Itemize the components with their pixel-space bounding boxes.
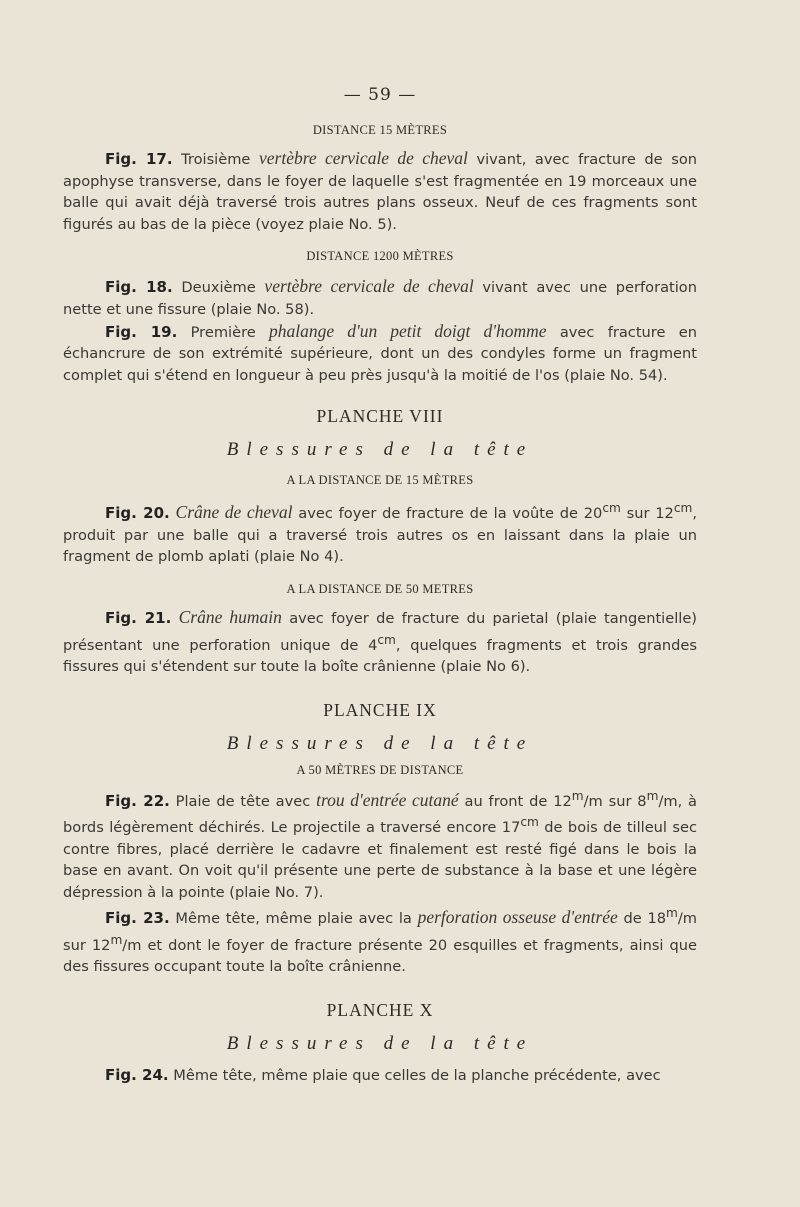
text: Même tête, même plaie avec la xyxy=(169,910,418,928)
fig24-paragraph xyxy=(63,1065,697,1087)
text: avec foyer de fracture de la voûte de 20 xyxy=(292,505,603,523)
unit-superscript: m xyxy=(646,788,659,803)
text: de 18 xyxy=(617,910,667,928)
text: vivant, avec fracture de son apophyse transverse, dans le foyer de laquelle s'est fragmentée en 19 morceaux une balle qui avait déjà traversé trois autres plans osseux. Neuf de ces fragments sont figurés au bas de la pièce (voyez plaie No. 5). xyxy=(63,151,697,233)
text: /m, à bords légèrement déchirés. Le projectile a traversé encore 17 xyxy=(63,792,697,836)
planche-subtitle: Blessures de la tête xyxy=(226,1032,534,1054)
fig21-paragraph xyxy=(63,607,697,678)
unit-superscript: m xyxy=(666,906,678,921)
page-number: — 59 — xyxy=(343,85,417,105)
text: Plaie de tête avec xyxy=(169,792,317,810)
planche-subtitle: Blessures de la tête xyxy=(226,732,534,754)
planche-title: PLANCHE IX xyxy=(323,699,437,720)
planche-subtitle: Blessures de la tête xyxy=(226,439,534,461)
fig23-paragraph xyxy=(63,903,697,978)
fig-label: Fig. 17. xyxy=(105,150,173,168)
italic-term: Crâne humain xyxy=(178,606,282,627)
text: /m sur 8 xyxy=(583,792,647,810)
text: sur 12 xyxy=(620,505,674,523)
distance-heading: DISTANCE 1200 MÈTRES xyxy=(306,249,454,264)
text: Deuxième xyxy=(172,279,265,297)
fig-label: Fig. 24. xyxy=(105,1065,169,1084)
fig18-paragraph xyxy=(63,276,697,320)
fig20-paragraph xyxy=(63,498,697,568)
italic-term: Crâne de cheval xyxy=(175,502,293,523)
text: Troisième xyxy=(172,151,259,168)
text: , produit par une balle qui a traversé trois autres os en laissant dans la plaie un fragment de plomb aplati (plaie No 4). xyxy=(63,505,698,566)
fig-label: Fig. 23. xyxy=(105,909,170,928)
unit-superscript: cm xyxy=(673,501,693,516)
unit-superscript: m xyxy=(571,788,584,803)
text xyxy=(171,610,178,627)
italic-term: vertèbre cervicale de cheval xyxy=(258,148,468,168)
planche-title: PLANCHE X xyxy=(326,999,434,1020)
text: avec foyer de fracture du parietal (plaie tangentielle) présentant une perforation unique de 4 xyxy=(63,609,698,654)
document-page xyxy=(63,85,697,1086)
distance-heading: A LA DISTANCE DE 50 METRES xyxy=(286,581,474,596)
distance-heading: A LA DISTANCE DE 15 MÈTRES xyxy=(286,473,474,488)
text: au front de 12 xyxy=(458,792,572,810)
italic-term: perforation osseuse d'entrée xyxy=(417,907,618,928)
unit-superscript: cm xyxy=(520,815,539,830)
fig-label: Fig. 19. xyxy=(105,322,178,341)
italic-term: phalange d'un petit doigt d'homme xyxy=(269,320,547,341)
fig19-paragraph xyxy=(63,321,697,387)
italic-term: trou d'entrée cutané xyxy=(316,789,459,810)
text: avec fracture en échancrure de son extrémité supérieure, dont un des condyles forme un fragment complet qui s'étend en longueur à peu près jusqu'à la moitié de l'os (plaie No. 54). xyxy=(63,323,697,384)
unit-superscript: cm xyxy=(602,501,621,516)
distance-heading: DISTANCE 15 MÈTRES xyxy=(312,123,448,137)
text: /m sur 12 xyxy=(63,910,697,954)
italic-term: vertèbre cervicale de cheval xyxy=(264,276,474,297)
distance-heading: A 50 MÈTRES DE DISTANCE xyxy=(296,762,464,777)
text: Première xyxy=(177,323,270,341)
text: Même tête, même plaie que celles de la planche précédente, avec xyxy=(168,1066,661,1084)
fig-label: Fig. 20. xyxy=(105,504,170,523)
fig22-paragraph xyxy=(63,786,697,904)
text: vivant avec une perforation nette et une fissure (plaie No. 58). xyxy=(63,279,697,318)
planche-title: PLANCHE VIII xyxy=(316,406,444,427)
fig17-paragraph xyxy=(63,148,697,235)
text: , quelques fragments et trois grandes fissures qui s'étendent sur toute la boîte crânienne (plaie No 6). xyxy=(63,636,698,676)
fig-label: Fig. 18. xyxy=(105,278,173,297)
text: de bois de tilleul sec contre fibres, placé derrière le cadavre et finalement est resté figé dans le bois la base en avant. On voit qu'il présente une perte de substance à la base et une légère dépression à la pointe (plaie No. 7). xyxy=(63,818,697,901)
text: /m et dont le foyer de fracture présente 20 esquilles et fragments, ainsi que des fissures occupant toute la boîte crânienne. xyxy=(63,936,697,976)
fig-label: Fig. 22. xyxy=(105,791,170,810)
unit-superscript: m xyxy=(110,932,123,947)
fig-label: Fig. 21. xyxy=(105,608,172,627)
unit-superscript: cm xyxy=(377,632,396,647)
